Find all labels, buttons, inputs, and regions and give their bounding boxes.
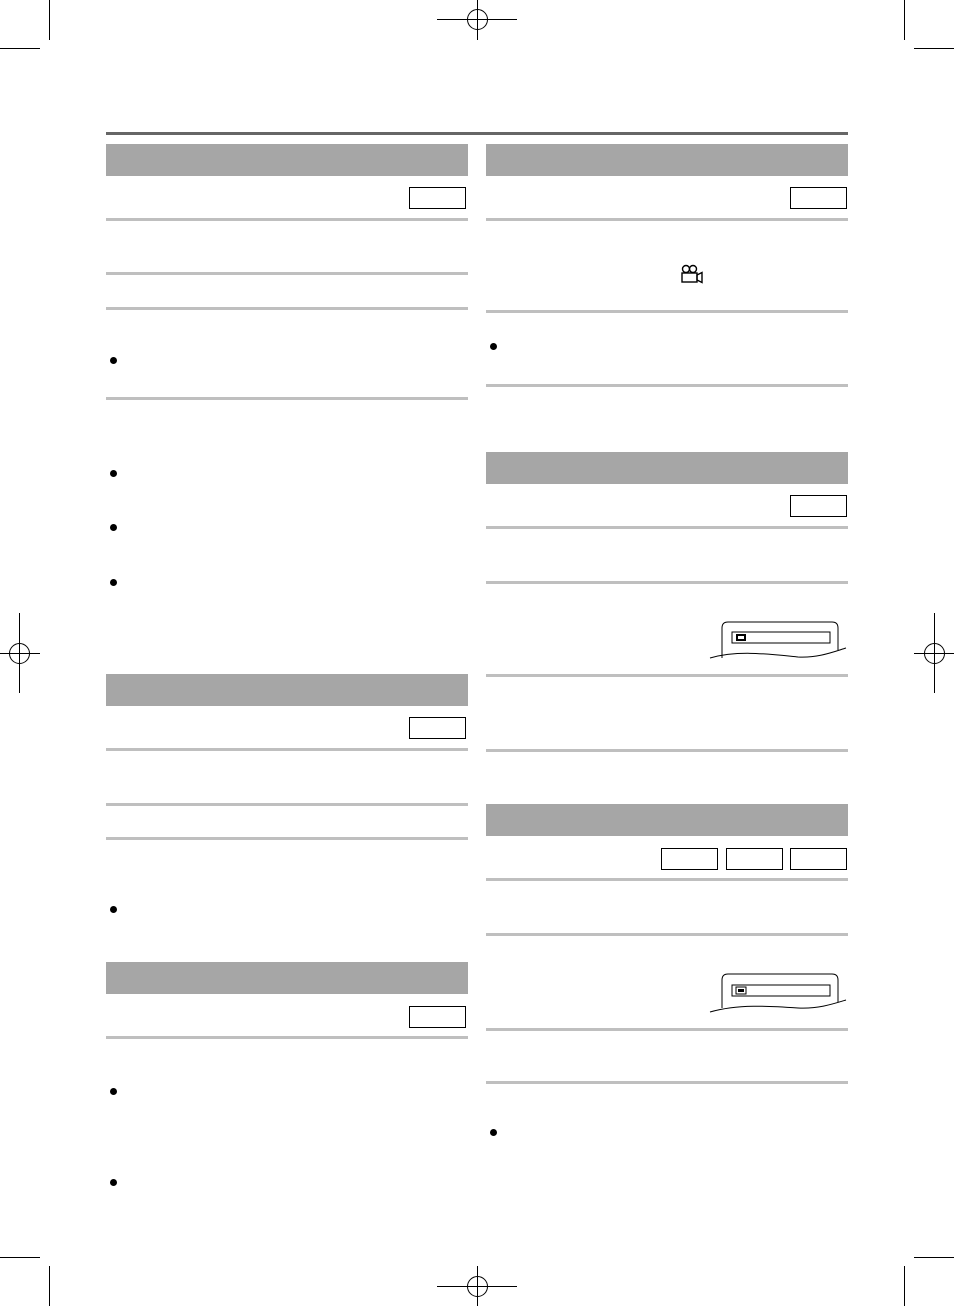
section-heading-bar xyxy=(106,962,468,994)
step-divider xyxy=(486,878,848,881)
step-divider xyxy=(106,307,468,310)
step-divider xyxy=(106,803,468,806)
bullet-point xyxy=(110,906,117,913)
disc-type-badge xyxy=(790,187,847,209)
step-divider xyxy=(486,581,848,584)
step-divider xyxy=(486,749,848,752)
step-divider xyxy=(486,218,848,221)
disc-type-badge xyxy=(790,495,847,517)
crop-mark xyxy=(914,48,954,49)
bullet-point xyxy=(110,1179,117,1186)
crop-mark xyxy=(0,48,40,49)
on-screen-display-illustration xyxy=(708,972,848,1014)
step-divider xyxy=(106,748,468,751)
disc-type-badge xyxy=(726,848,783,870)
step-divider xyxy=(486,384,848,387)
step-divider xyxy=(106,1036,468,1039)
step-divider xyxy=(486,310,848,313)
step-divider xyxy=(106,397,468,400)
bullet-point xyxy=(110,524,117,531)
bullet-point xyxy=(110,1088,117,1095)
step-divider xyxy=(106,218,468,221)
disc-type-badge xyxy=(409,717,466,739)
crop-mark xyxy=(0,1257,40,1258)
crop-mark xyxy=(904,1266,905,1306)
section-heading-bar xyxy=(486,452,848,484)
crop-mark xyxy=(904,0,905,40)
step-divider xyxy=(486,933,848,936)
bullet-point xyxy=(110,357,117,364)
step-divider xyxy=(486,1028,848,1031)
bullet-point xyxy=(490,1129,497,1136)
disc-type-badge xyxy=(409,1006,466,1028)
step-divider xyxy=(486,1081,848,1084)
crop-mark xyxy=(49,0,50,40)
step-divider xyxy=(106,272,468,275)
bullet-point xyxy=(490,343,497,350)
bullet-point xyxy=(110,470,117,477)
crop-mark xyxy=(914,1257,954,1258)
disc-type-badge xyxy=(790,848,847,870)
step-divider xyxy=(106,837,468,840)
header-rule xyxy=(106,132,848,135)
camera-angle-icon xyxy=(680,264,704,284)
section-heading-bar xyxy=(106,674,468,706)
disc-type-badge xyxy=(661,848,718,870)
on-screen-display-illustration xyxy=(708,620,848,662)
section-heading-bar xyxy=(486,144,848,176)
step-divider xyxy=(486,674,848,677)
section-heading-bar xyxy=(106,144,468,176)
section-heading-bar xyxy=(486,804,848,836)
crop-mark xyxy=(49,1266,50,1306)
bullet-point xyxy=(110,579,117,586)
step-divider xyxy=(486,526,848,529)
disc-type-badge xyxy=(409,187,466,209)
